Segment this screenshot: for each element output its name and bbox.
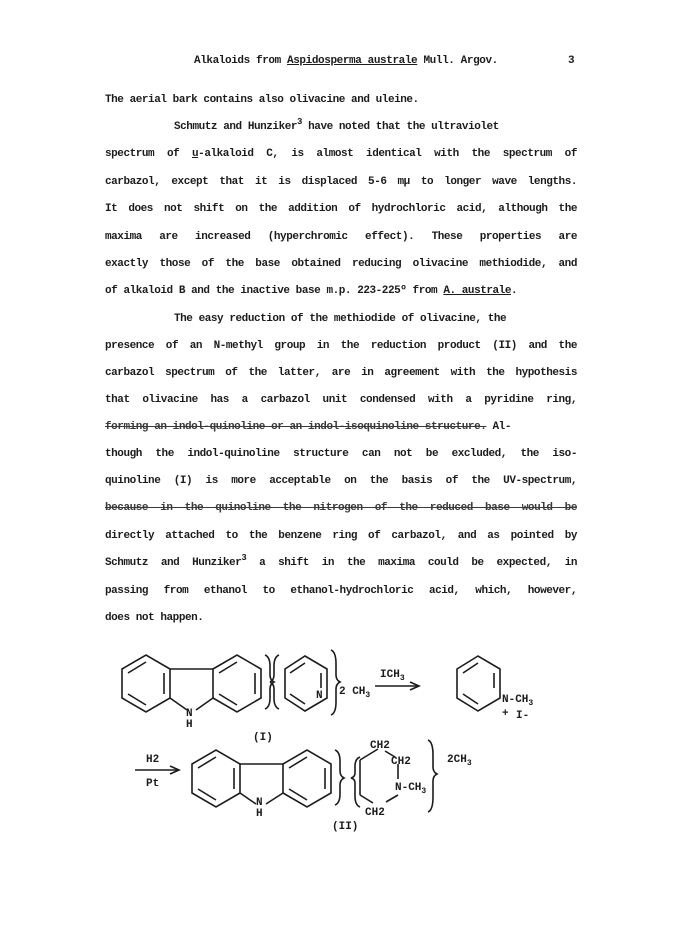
paragraph3-line: carbazol spectrum of the latter, are in agreement with the hypothesis xyxy=(105,367,577,379)
n-methyl-ring-label: $N-CH_3$ xyxy=(395,782,427,796)
hydrogenation-arrow xyxy=(135,754,179,790)
underlined-text: u xyxy=(192,148,199,160)
reference-superscript: 3 xyxy=(241,553,247,563)
reagent-label: $ICH_3$ xyxy=(380,669,405,683)
paragraph2-line: carbazol, except that it is displaced 5-6 mµ to longer wave lengths. xyxy=(105,176,577,188)
paragraph3-line: quinoline (I) is more acceptable on the basis of the UV-spectrum, xyxy=(105,475,577,487)
paragraph3-line: passing from ethanol to ethanol-hydrochloric acid, which, however, xyxy=(105,585,577,597)
h2-label: H2 xyxy=(146,754,160,766)
h-label: H xyxy=(186,719,193,731)
header-title-prefix: Alkaloids from xyxy=(194,55,288,67)
text-span: a shift in the maxima could be expected, in xyxy=(246,557,577,569)
pyridinium-structure xyxy=(457,656,533,722)
text-span: Schmutz and Hunziker xyxy=(105,557,242,569)
paragraph3-line: though the indol-quinoline structure can not be excluded, the iso- xyxy=(105,448,577,460)
n-methyl-label: $N-CH_3$ xyxy=(502,694,534,708)
paragraph3-line: does not happen. xyxy=(105,612,204,624)
underlined-text: A. australe xyxy=(443,285,511,297)
compound-ii-label: (II) xyxy=(332,821,359,833)
text-span: Schmutz and Hunziker xyxy=(174,121,298,133)
struck-text: forming an indol-quinoline or an indol-isoquinoline structure. xyxy=(105,421,487,433)
paragraph2-line: It does not shift on the addition of hydrochloric acid, although the xyxy=(105,203,577,215)
ch2-top-label: CH2 xyxy=(370,740,390,752)
text-span: have noted that the ultraviolet xyxy=(301,121,499,133)
text-span: -alkaloid C, is almost identical with the spectrum of xyxy=(198,148,577,160)
paragraph3-line: The easy reduction of the methiodide of olivacine, the xyxy=(174,313,507,325)
tetrahydropyridine-structure xyxy=(332,740,472,833)
pyridine-n-label: N xyxy=(316,690,323,702)
page-number: 3 xyxy=(568,55,575,67)
iodide-label: I- xyxy=(516,710,530,722)
paragraph3-line: presence of an N-methyl group in the reduction product (II) and the xyxy=(105,340,577,352)
carbazole-structure-1 xyxy=(122,655,274,731)
paragraph1-line: The aerial bark contains also olivacine and uleine. xyxy=(105,94,419,106)
methyl-count-label-2: $2CH_3$ xyxy=(447,754,472,768)
h-label: H xyxy=(256,808,263,820)
reference-superscript: 3 xyxy=(297,117,302,127)
paragraph2-line: maxima are increased (hyperchromic effect). These properties are xyxy=(105,231,577,243)
paragraph3-line: directly attached to the benzene ring of carbazol, and as pointed by xyxy=(105,530,577,542)
methyl-count-label: 2 $CH_3$ xyxy=(339,686,371,700)
ch2-right-label: CH2 xyxy=(391,756,411,768)
nh-label: N xyxy=(256,797,263,809)
paragraph3-line: that olivacine has a carbazol unit condensed with a pyridine ring, xyxy=(105,394,577,406)
text-span: . xyxy=(510,285,518,297)
compound-i-label: (I) xyxy=(253,732,273,744)
nh-label: N xyxy=(186,708,193,720)
plus-charge: + xyxy=(502,708,509,720)
header-title-species: Aspidosperma australe xyxy=(287,55,418,67)
ch2-bottom-label: CH2 xyxy=(365,807,385,819)
carbazole-structure-2 xyxy=(192,750,344,820)
methylation-arrow xyxy=(375,669,419,690)
text-span: spectrum of xyxy=(105,148,193,160)
text-span: of alkaloid B and the inactive base m.p. 223-225º from xyxy=(105,285,444,297)
text-span: Al- xyxy=(486,421,511,433)
header-title-suffix: Mull. Argov. xyxy=(417,55,498,67)
paragraph2-line: exactly those of the base obtained reducing olivacine methiodide, and xyxy=(105,258,577,270)
pt-label: Pt xyxy=(146,778,160,790)
struck-text: because in the quinoline the nitrogen of the reduced base would be xyxy=(105,502,577,514)
